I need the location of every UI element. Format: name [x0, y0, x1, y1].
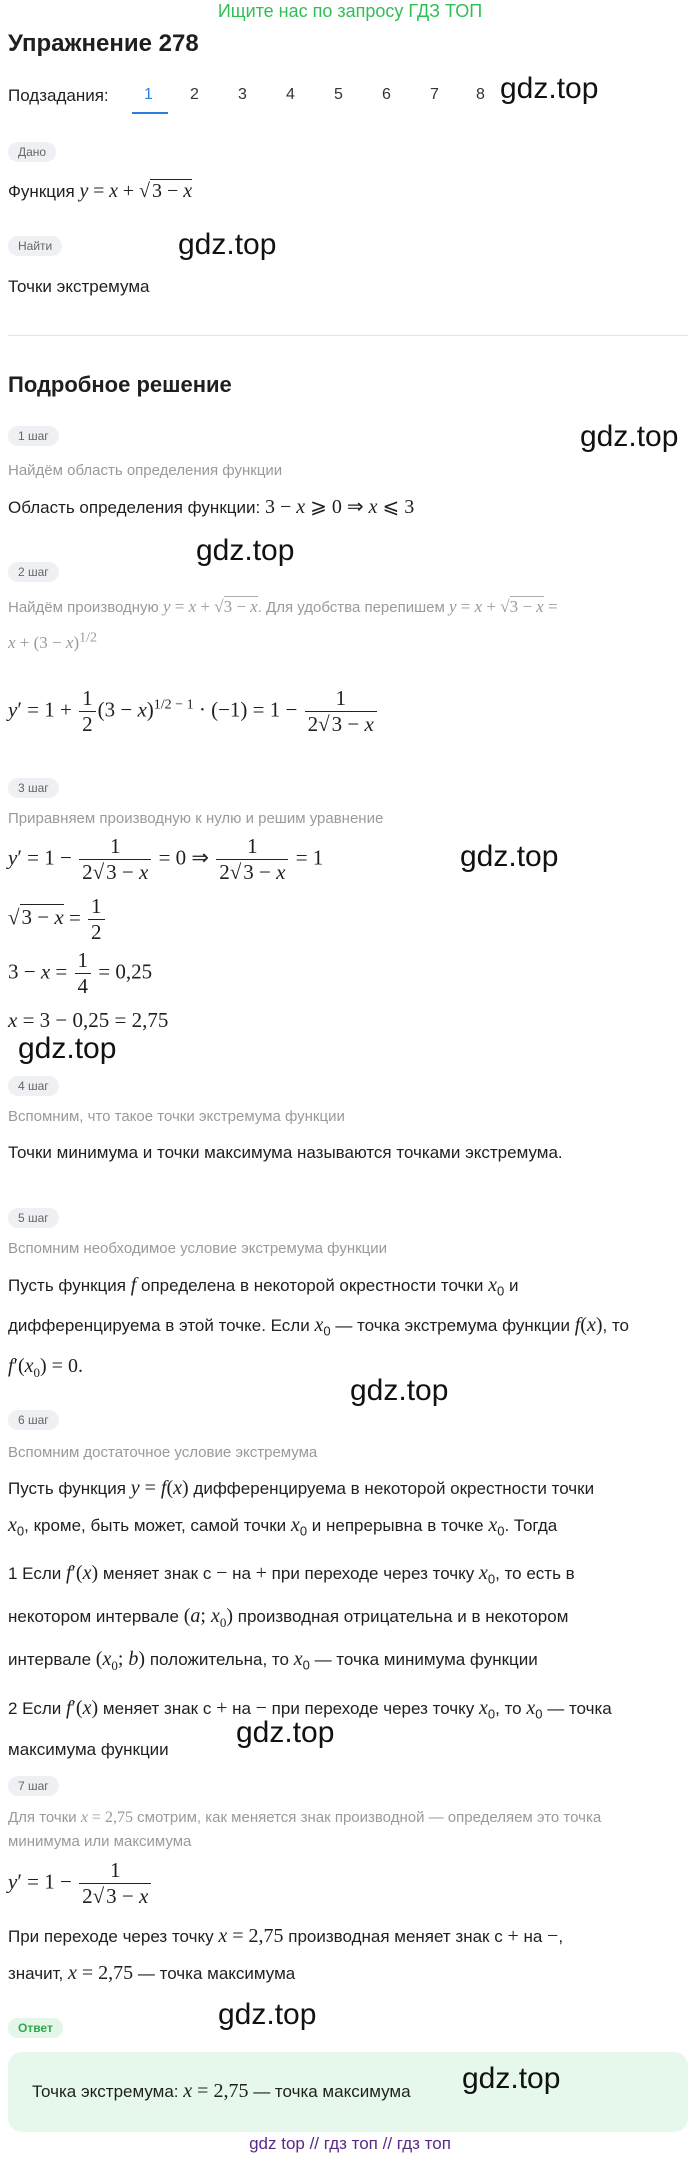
tab-subtask-5[interactable]: 5: [334, 86, 343, 103]
step3-eq2: √3 − x = $\frac{1}{2}$: [8, 894, 107, 945]
top-banner: Ищите нас по запросу ГДЗ ТОП: [217, 1, 483, 21]
step5-hint: Вспомним необходимое условие экстремума функции: [8, 1240, 388, 1257]
tab-subtask-4[interactable]: 4: [286, 86, 295, 103]
step5-pill: 5 шаг: [8, 1208, 59, 1228]
step3-eq4: x = 3 − 0,25 = 2,75: [8, 1008, 169, 1032]
step1-text: Область определения функции: 3 − x ⩾ 0 ⇒ x ⩽ 3: [8, 496, 415, 518]
watermark: gdz.top: [236, 1716, 335, 1749]
subtasks-label: Подзадания:: [8, 86, 109, 105]
given-pill: Дано: [8, 142, 56, 162]
given-text: Функция y = x + √ 3 − x: [8, 180, 193, 202]
find-pill: Найти: [8, 236, 62, 256]
step1-pill: 1 шаг: [8, 426, 59, 446]
tab-subtask-6[interactable]: 6: [382, 86, 391, 103]
step3-pill: 3 шаг: [8, 778, 59, 798]
step1-hint: Найдём область определения функции: [8, 462, 283, 479]
find-text: Точки экстремума: [8, 277, 150, 296]
watermark: gdz.top: [500, 72, 599, 105]
watermark: gdz.top: [218, 1998, 317, 2031]
step7-text: При переходе через точку x = 2,75 производная меняет знак с + на −, значит, x = 2,75 — точка максимума: [8, 1925, 564, 1984]
step6-text: Пусть функция y = f(x) дифференцируема в некоторой окрестности точки $x_0$, кроме, быть может, самой точки $x_0$ и непрерывна в точке $x_0$. Тогда 1 Если f′(x) меняет знак с − на + при переходе через точку $x_0$, то есть в некотором интервале (a; $x_0$) производная отрицательна и в некотором интервале ($x_0$; b) положительна, то $x_0$ — точка минимума функции 2 Если f′(x) меняет знак с + на − при переходе через точку $x_0$, то $x_0$ — точка максимума функции: [8, 1477, 612, 1760]
answer-pill: Ответ: [8, 2018, 63, 2038]
step7-derivative: y′ = 1 − $\frac{1}{2√3 - x}$: [8, 1858, 153, 1909]
footer-links[interactable]: gdz top // гдз топ // гдз топ: [249, 2134, 451, 2153]
step6-pill: 6 шаг: [8, 1410, 59, 1430]
watermark: gdz.top: [18, 1032, 117, 1065]
step4-pill: 4 шаг: [8, 1076, 59, 1096]
step7-pill: 7 шаг: [8, 1776, 59, 1796]
watermark: gdz.top: [350, 1374, 449, 1407]
step4-hint: Вспомним, что такое точки экстремума функции: [8, 1108, 345, 1125]
active-tab-indicator: [132, 112, 168, 114]
step5-text: Пусть функция f определена в некоторой окрестности точки $x_0$ и дифференцируема в этой точке. Если $x_0$ — точка экстремума функции f(x), то $f'(x_0) = 0$.: [8, 1274, 629, 1380]
watermark: gdz.top: [580, 420, 679, 453]
tab-subtask-7[interactable]: 7: [430, 86, 439, 103]
watermark: gdz.top: [460, 840, 559, 873]
step3-eq1: y′ = 1 − $\frac{1}{2√3 - x}$ = 0 ⇒ $\frac{1}{2√3 - x}$ = 1: [8, 834, 324, 884]
tab-subtask-1[interactable]: 1: [144, 86, 153, 103]
watermark: gdz.top: [196, 534, 295, 567]
step6-hint: Вспомним достаточное условие экстремума: [8, 1444, 318, 1461]
tab-subtask-3[interactable]: 3: [238, 86, 247, 103]
watermark: gdz.top: [462, 2062, 561, 2095]
page-title: Упражнение 278: [8, 30, 199, 57]
divider: [8, 335, 688, 336]
step4-text: Точки минимума и точки максимума называются точками экстремума.: [8, 1143, 563, 1162]
step3-eq3: 3 − x = $\frac{1}{4}$ = 0,25: [8, 948, 153, 998]
solution-heading: Подробное решение: [8, 372, 232, 397]
tab-subtask-8[interactable]: 8: [476, 86, 485, 103]
step2-pill: 2 шаг: [8, 562, 59, 582]
tab-subtask-2[interactable]: 2: [190, 86, 199, 103]
step7-hint: Для точки x = 2,75 смотрим, как меняется знак производной — определяем это точка минимума или максимума: [8, 1809, 602, 1850]
step3-hint: Приравняем производную к нулю и решим уравнение: [8, 810, 384, 827]
step2-hint: Найдём производную y = x + √3 − x. Для удобства перепишем y = x + √3 − x = $x + (3 - x)^{1/2}$: [8, 597, 558, 652]
answer-text: Точка экстремума: x = 2,75 — точка максимума: [32, 2080, 411, 2102]
watermark: gdz.top: [178, 228, 277, 261]
step2-derivative: y′ = 1 + $\frac{1}{2}$ $(3 - x)^{1/2 - 1} \cdot (-1) = 1$ − $\frac{1}{2√3 - x}$: [8, 686, 379, 737]
